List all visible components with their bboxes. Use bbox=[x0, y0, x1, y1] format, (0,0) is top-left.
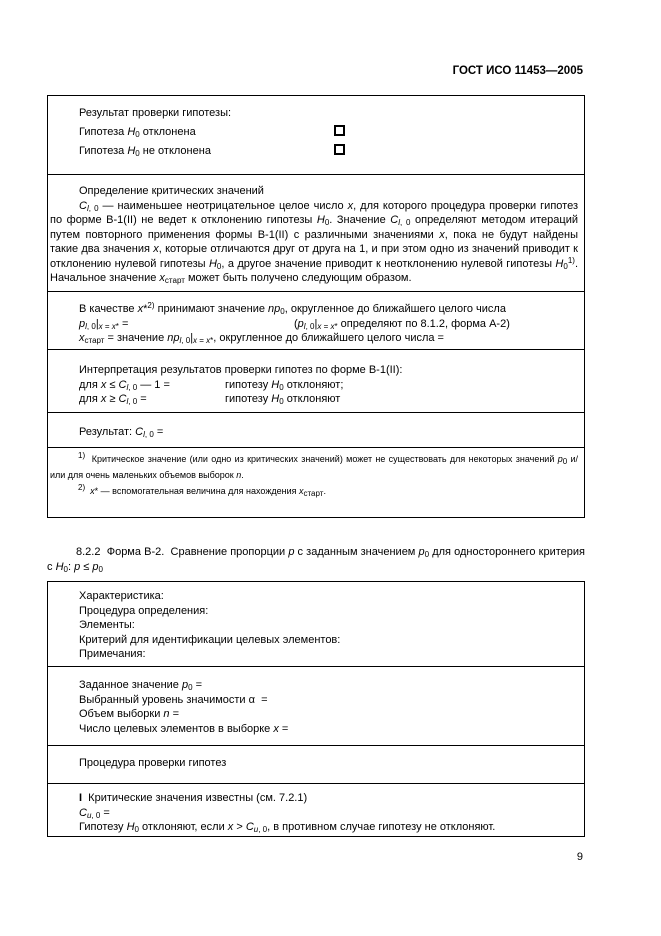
hyp-not-rejected-checkbox[interactable] bbox=[334, 144, 345, 155]
hyp-rejected-checkbox[interactable] bbox=[334, 125, 345, 136]
interp-row-1: для $x \le C_{l, 0}$ — 1 = гипотезу $H_0$ отклоняют; bbox=[79, 378, 344, 392]
footnote-2: $^{2)}$ x* — вспомогательная величина для нахождения $x_{старт}$. bbox=[78, 482, 326, 498]
result-section bbox=[48, 96, 584, 175]
critical-known-section bbox=[48, 784, 584, 836]
footnote-1: $^{1)}$ Критическое значение (или одно из критических значений) может не существовать для некоторых значений $p_0$ и/или для очень маленьких объемов выборок n. bbox=[50, 451, 578, 480]
result-title: Результат проверки гипотезы: bbox=[79, 107, 232, 119]
interp-row-2: для $x \ge C_{l, 0}$ = гипотезу $H_0$ отклоняют bbox=[79, 393, 341, 407]
characteristic-label: Характеристика: bbox=[79, 590, 164, 602]
procedure-label: Процедура определения: bbox=[79, 604, 209, 617]
crit-known: I Критические значения известны (см. 7.2.1) bbox=[79, 792, 308, 804]
reject-rule: Гипотезу $H_0$ отклоняют, если $x > C_{u, 0}$, в противном случае гипотезу не отклоняют. bbox=[79, 821, 496, 835]
line-p-right: ($p_{l, 0}|_{x = x*}$ определяют по 8.1.2, форма А-2) bbox=[294, 317, 510, 331]
cu0-label: $C_{u, 0}$ = bbox=[79, 806, 110, 820]
given-p0: Заданное значение $p_0$ = bbox=[79, 679, 203, 692]
parameters-section bbox=[48, 667, 584, 746]
sample-size: Объем выборки n = bbox=[79, 708, 180, 721]
notes-label: Примечания: bbox=[79, 648, 146, 661]
characteristic-section bbox=[48, 582, 584, 667]
hyp-not-rejected-label: Гипотеза $H_0$ не отклонена bbox=[79, 145, 211, 158]
page-number: 9 bbox=[576, 851, 583, 863]
criterion-label: Критерий для идентификации целевых элементов: bbox=[79, 633, 341, 646]
footnotes-section bbox=[48, 448, 584, 516]
doc-id: ГОСТ ИСО 11453—2005 bbox=[452, 65, 583, 77]
form-b2 bbox=[47, 581, 585, 837]
crit-title: Определение критических значений bbox=[79, 185, 264, 197]
elements-label: Элементы: bbox=[79, 619, 135, 632]
line-xstar: В качестве x*$^{2)}$ принимают значение $np_0$, округленное до ближайшего целого числа bbox=[79, 301, 506, 316]
line-p: $p_{l, 0}|_{x = x*}$ = ($p_{l, 0}|_{x = x*}$ определяют по 8.1.2, форма А-2) bbox=[79, 317, 510, 331]
crit-text: $C_{l, 0}$ — наименьшее неотрицательное целое число x, для которого процедура проверки гипотез по форме В-1(II) не ведет к отклонению гипотезы $H_0$. Значение $C_{l, 0}$ определяют методом итераций путем повторного применения формы В-1(II) с различными значениями x, пока не будут найдены такие два значения x, которые отличаются друг от друга на 1, и при этом одно из значений приводит к отклонению нулевой гипотезы $H_0$, а другое значение приводит к неотклонению нулевой гипотезы $H_0^{1)}$. Начальное значение $x_{старт}$ может быть получено следующим образом. bbox=[50, 199, 578, 286]
alpha-label: Выбранный уровень значимости α = bbox=[79, 693, 268, 706]
line-xstart: $x_{старт}$ = значение $np_{l, 0}|_{x = x*}$, округленное до ближайшего целого числа = bbox=[79, 332, 444, 346]
result-c: Результат: $C_{l, 0}$ = bbox=[79, 426, 164, 439]
xstart-section bbox=[48, 292, 584, 350]
critical-values-section bbox=[48, 175, 584, 292]
result-c-section bbox=[48, 413, 584, 448]
procedure-section bbox=[48, 746, 584, 784]
clause-8-2-2: 8.2.2 Форма В-2. Сравнение пропорции p с заданным значением $p_0$ для одностороннего критерия с $H_0$: $p \le p_0$ bbox=[47, 546, 585, 574]
hyp-rejected-label: Гипотеза $H_0$ отклонена bbox=[79, 126, 196, 139]
procedure-title: Процедура проверки гипотез bbox=[79, 757, 227, 769]
target-count: Число целевых элементов в выборке x = bbox=[79, 722, 289, 735]
interpretation-section bbox=[48, 350, 584, 413]
interp-title: Интерпретация результатов проверки гипотез по форме В-1(II): bbox=[79, 364, 403, 376]
form-b1-continuation bbox=[47, 95, 585, 518]
